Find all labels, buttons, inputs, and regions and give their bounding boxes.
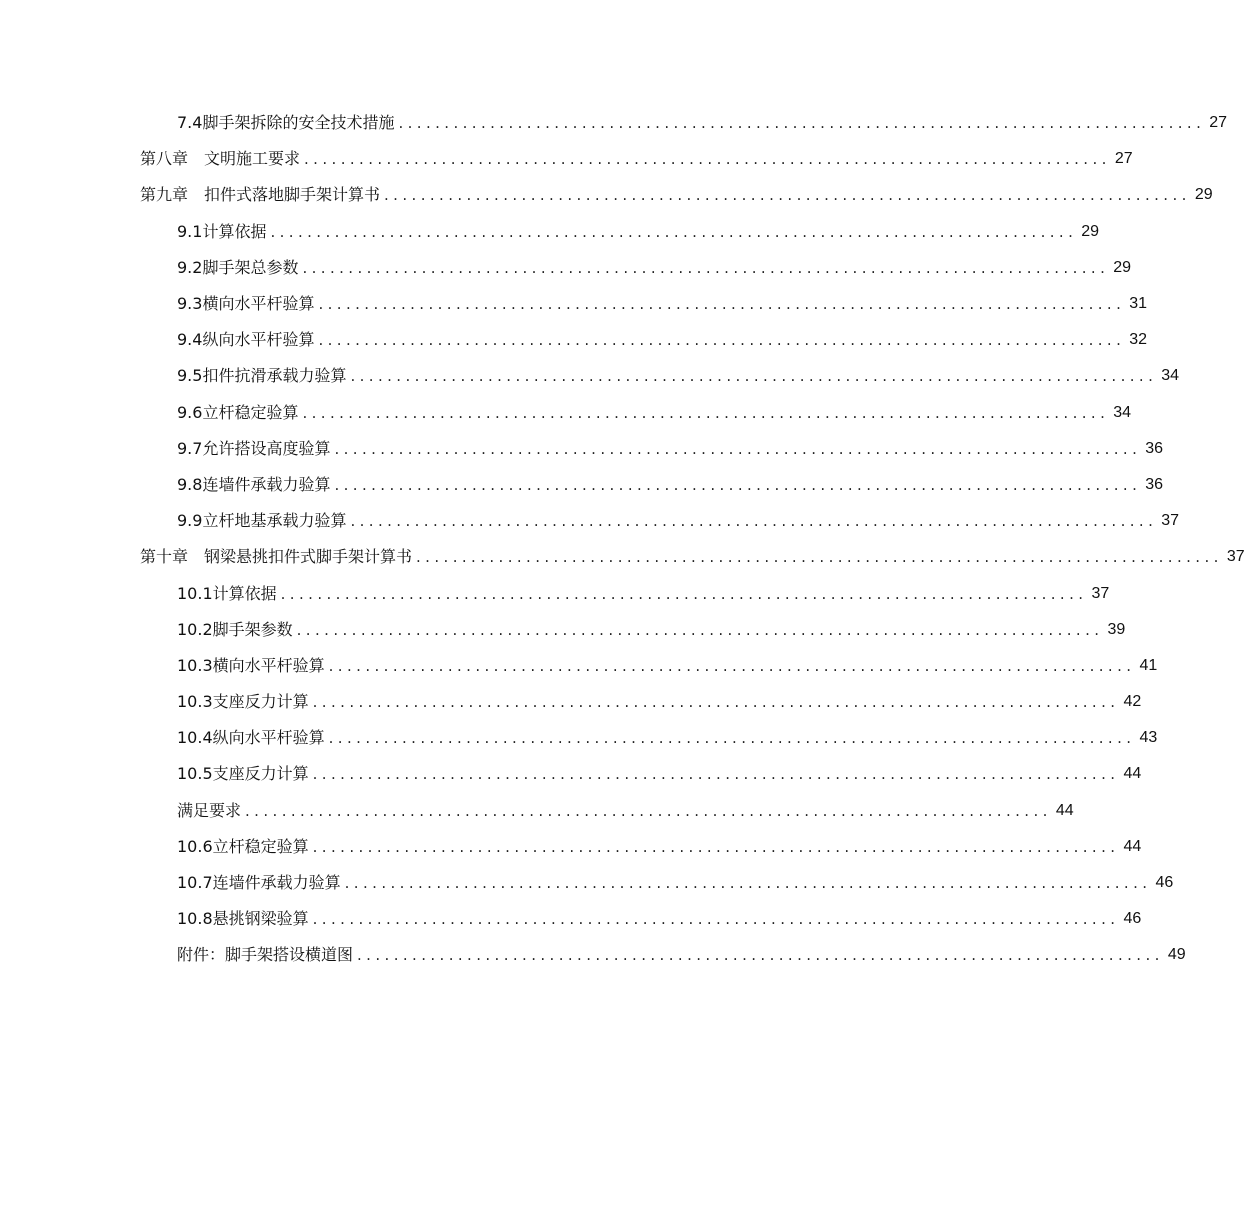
- toc-entry-title: 9.5扣件抗滑承载力验算: [177, 366, 347, 386]
- toc-entry-16[interactable]: [0, 648, 1158, 684]
- toc-entry-21[interactable]: [0, 829, 1142, 865]
- toc-entry-leader: ........................................................................................: [318, 331, 1126, 350]
- toc-entry-page-number: 37: [1226, 548, 1245, 566]
- toc-entry-leader: ........................................................................................: [296, 620, 1104, 639]
- toc-entry-page-number: 46: [1123, 910, 1142, 928]
- toc-entry-leader: ........................................................................................: [350, 512, 1158, 531]
- toc-entry-page-number: 42: [1123, 693, 1142, 711]
- toc-entry-3[interactable]: [0, 177, 1213, 213]
- toc-entry-title: 9.7允许搭设高度验算: [177, 438, 331, 458]
- toc-entry-title: 第九章 扣件式落地脚手架计算书: [140, 185, 381, 205]
- toc-entry-leader: ........................................................................................: [302, 403, 1110, 422]
- toc-entry-page-number: 44: [1055, 801, 1074, 819]
- toc-entry-page-number: 44: [1123, 837, 1142, 855]
- toc-entry-leader: ........................................................................................: [312, 765, 1120, 784]
- toc-entry-17[interactable]: [0, 684, 1142, 720]
- toc-entry-title: 10.2脚手架参数: [177, 619, 293, 639]
- toc-entry-1[interactable]: [0, 105, 1228, 141]
- toc-entry-24[interactable]: [0, 937, 1186, 973]
- toc-entry-leader: ........................................................................................: [334, 439, 1142, 458]
- toc-entry-title: 附件：脚手架搭设横道图: [177, 945, 354, 965]
- toc-entry-page-number: 43: [1139, 729, 1158, 747]
- toc-entry-title: 第八章 文明施工要求: [140, 149, 301, 169]
- toc-entry-title: 9.2脚手架总参数: [177, 257, 299, 277]
- toc-entry-page-number: 29: [1194, 186, 1213, 204]
- toc-entry-14[interactable]: [0, 575, 1110, 611]
- toc-entry-leader: ........................................................................................: [416, 548, 1223, 567]
- toc-entry-leader: ........................................................................................: [312, 837, 1120, 856]
- toc-entry-title: 7.4脚手架拆除的安全技术措施: [177, 113, 395, 133]
- toc-entry-leader: ........................................................................................: [245, 801, 1052, 820]
- toc-entry-12[interactable]: [0, 503, 1180, 539]
- toc-entry-page-number: 34: [1161, 367, 1180, 385]
- toc-entry-leader: ........................................................................................: [280, 584, 1088, 603]
- toc-entry-leader: ........................................................................................: [302, 258, 1110, 277]
- toc-entry-page-number: 36: [1145, 475, 1164, 493]
- toc-entry-leader: ........................................................................................: [344, 874, 1152, 893]
- toc-entry-leader: ........................................................................................: [312, 910, 1120, 929]
- toc-entry-leader: ........................................................................................: [334, 475, 1142, 494]
- toc-entry-title: 10.5支座反力计算: [177, 764, 309, 784]
- toc-entry-page-number: 49: [1167, 946, 1186, 964]
- toc-entry-title: 9.1计算依据: [177, 221, 267, 241]
- toc-entry-page-number: 46: [1155, 874, 1174, 892]
- toc-entry-2[interactable]: [0, 141, 1133, 177]
- toc-entry-title: 满足要求: [177, 800, 242, 820]
- toc-entry-page-number: 29: [1081, 222, 1100, 240]
- toc-entry-page-number: 41: [1139, 656, 1158, 674]
- toc-entry-5[interactable]: [0, 250, 1132, 286]
- toc-entry-leader: ........................................................................................: [270, 222, 1078, 241]
- toc-entry-19[interactable]: [0, 756, 1142, 792]
- toc-entry-18[interactable]: [0, 720, 1158, 756]
- toc-entry-8[interactable]: [0, 358, 1180, 394]
- toc-entry-page-number: 36: [1145, 439, 1164, 457]
- toc-entry-page-number: 37: [1091, 584, 1110, 602]
- toc-entry-title: 第十章 钢梁悬挑扣件式脚手架计算书: [140, 547, 413, 567]
- toc-entry-leader: ........................................................................................: [304, 150, 1111, 169]
- toc-entry-page-number: 27: [1114, 150, 1133, 168]
- toc-entry-leader: ........................................................................................: [318, 295, 1126, 314]
- toc-entry-page-number: 32: [1129, 331, 1148, 349]
- toc-entry-4[interactable]: [0, 214, 1100, 250]
- toc-entry-title: 10.3横向水平杆验算: [177, 655, 325, 675]
- toc-entry-leader: ........................................................................................: [398, 114, 1206, 133]
- toc-entry-13[interactable]: [0, 539, 1245, 575]
- toc-entry-title: 10.4纵向水平杆验算: [177, 728, 325, 748]
- toc-entry-22[interactable]: [0, 865, 1174, 901]
- toc-entry-title: 10.6立杆稳定验算: [177, 836, 309, 856]
- toc-entry-6[interactable]: [0, 286, 1148, 322]
- toc-entry-title: 9.3横向水平杆验算: [177, 294, 315, 314]
- toc-entry-leader: ........................................................................................: [328, 729, 1136, 748]
- toc-entry-page-number: 44: [1123, 765, 1142, 783]
- toc-entry-23[interactable]: [0, 901, 1142, 937]
- toc-entry-20[interactable]: [0, 793, 1074, 829]
- toc-entry-title: 10.1计算依据: [177, 583, 277, 603]
- toc-entry-page-number: 29: [1113, 258, 1132, 276]
- toc-entry-leader: ........................................................................................: [357, 946, 1164, 965]
- toc-entry-title: 10.3支座反力计算: [177, 692, 309, 712]
- toc-entry-title: 10.8悬挑钢梁验算: [177, 909, 309, 929]
- table-of-contents: [0, 105, 1245, 974]
- toc-entry-title: 9.4纵向水平杆验算: [177, 330, 315, 350]
- toc-entry-page-number: 37: [1161, 512, 1180, 530]
- toc-entry-11[interactable]: [0, 467, 1164, 503]
- toc-entry-page-number: 39: [1107, 620, 1126, 638]
- toc-entry-title: 9.9立杆地基承载力验算: [177, 511, 347, 531]
- toc-entry-title: 10.7连墙件承载力验算: [177, 873, 341, 893]
- toc-entry-page-number: 34: [1113, 403, 1132, 421]
- toc-entry-leader: ........................................................................................: [328, 656, 1136, 675]
- toc-entry-title: 9.6立杆稳定验算: [177, 402, 299, 422]
- toc-entry-9[interactable]: [0, 395, 1132, 431]
- toc-entry-leader: ........................................................................................: [350, 367, 1158, 386]
- toc-entry-10[interactable]: [0, 431, 1164, 467]
- toc-entry-leader: ........................................................................................: [384, 186, 1191, 205]
- toc-entry-leader: ........................................................................................: [312, 693, 1120, 712]
- toc-entry-15[interactable]: [0, 612, 1126, 648]
- toc-entry-7[interactable]: [0, 322, 1148, 358]
- toc-entry-page-number: 27: [1209, 114, 1228, 132]
- toc-entry-title: 9.8连墙件承载力验算: [177, 474, 331, 494]
- toc-entry-page-number: 31: [1129, 295, 1148, 313]
